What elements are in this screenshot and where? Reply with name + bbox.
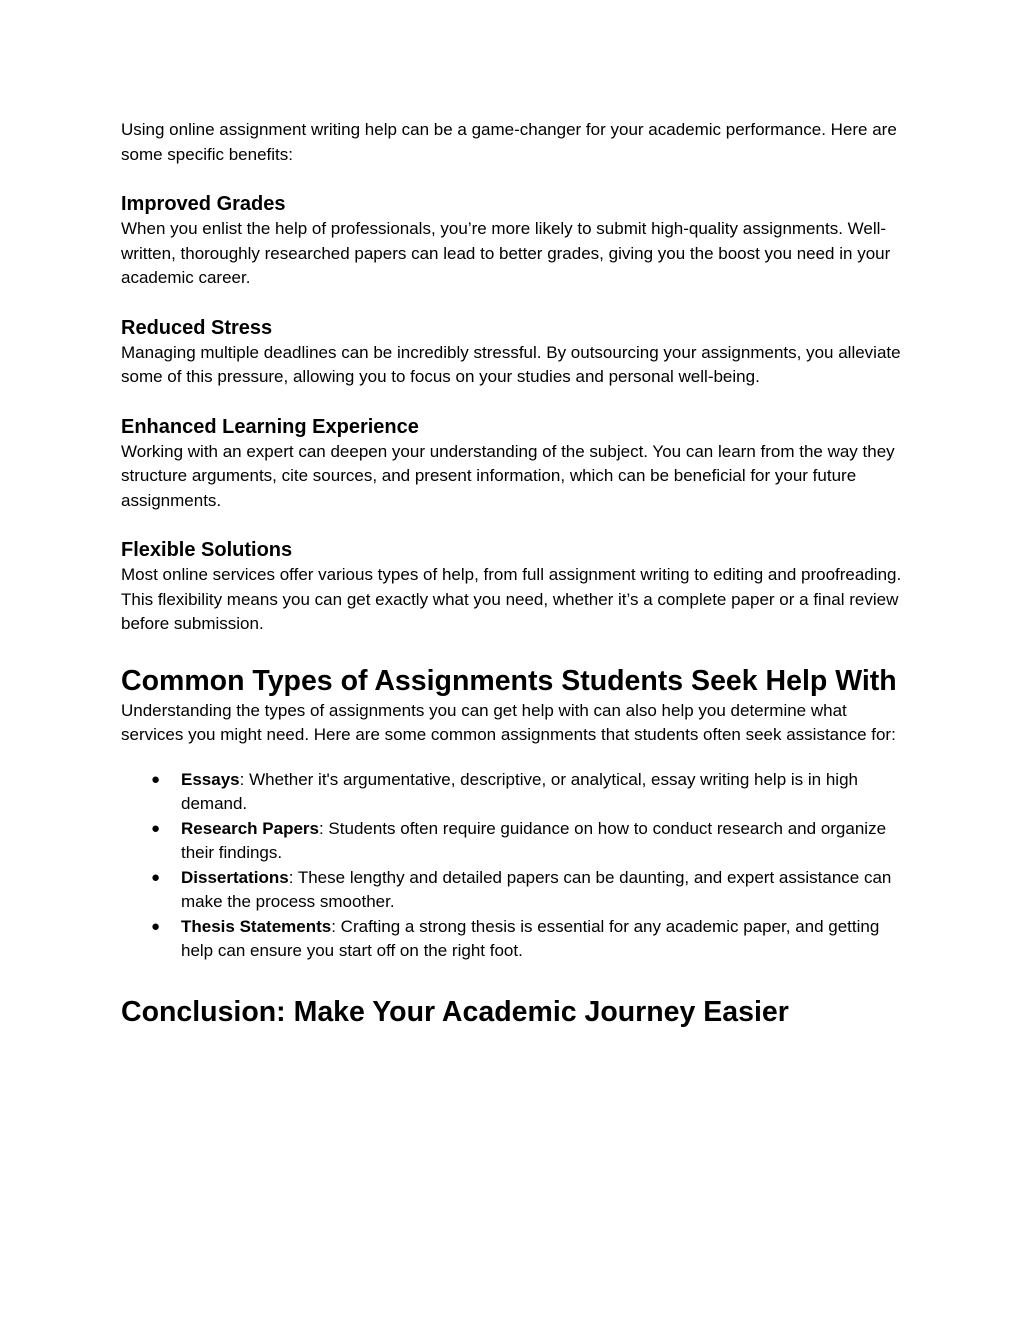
list-item-term: Dissertations xyxy=(181,867,289,887)
list-item-term: Research Papers xyxy=(181,818,319,838)
section-text-flexible-solutions: Most online services offer various types of help, from full assignment writing to editing and proofreading. This flexibility means you can get exactly what you need, whether it’s a complete paper or a final review before submission. xyxy=(121,565,902,633)
common-types-heading: Common Types of Assignments Students Seek Help With xyxy=(121,664,897,697)
section-heading-reduced-stress: Reduced Stress xyxy=(121,316,273,339)
list-item-term: Essays xyxy=(181,769,240,789)
list-item-desc: : Whether it's argumentative, descriptive, or analytical, essay writing help is in high demand. xyxy=(181,769,858,813)
conclusion-heading: Conclusion: Make Your Academic Journey Easier xyxy=(121,995,789,1028)
bullet-icon: ● xyxy=(151,868,161,886)
section-text-enhanced-learning: Working with an expert can deepen your understanding of the subject. You can learn from the way they structure arguments, cite sources, and present information, which can be beneficial for your future assignments. xyxy=(121,441,895,510)
common-types-paragraph: Understanding the types of assignments you can get help with can also help you determine what services you might need. Here are some common assignments that students often seek assistance for: xyxy=(121,700,896,744)
document-page xyxy=(121,118,911,1030)
section-heading-enhanced-learning: Enhanced Learning Experience xyxy=(121,415,419,438)
bullet-icon: ● xyxy=(151,770,161,788)
bullet-icon: ● xyxy=(151,917,161,935)
assignment-types-list xyxy=(121,768,911,964)
list-item-desc: : Crafting a strong thesis is essential for any academic paper, and getting help can ensure you start off on the right foot. xyxy=(181,916,880,960)
list-item-term: Thesis Statements xyxy=(181,916,332,936)
list-item xyxy=(121,915,911,964)
section-text-improved-grades: When you enlist the help of professionals, you’re more likely to submit high-quality assignments. Well-written, thoroughly researched papers can lead to better grades, giving you the boost you need in your academic career. xyxy=(121,219,891,287)
list-item xyxy=(121,866,911,915)
list-item xyxy=(121,768,911,817)
section-text-reduced-stress: Managing multiple deadlines can be incredibly stressful. By outsourcing your assignments, you alleviate some of this pressure, allowing you to focus on your studies and personal well-being. xyxy=(121,342,901,386)
list-item-desc: : Students often require guidance on how to conduct research and organize their findings. xyxy=(181,818,887,862)
section-heading-improved-grades: Improved Grades xyxy=(121,193,286,215)
section-heading-flexible-solutions: Flexible Solutions xyxy=(121,539,293,561)
list-item xyxy=(121,817,911,866)
list-item-desc: : These lengthy and detailed papers can be daunting, and expert assistance can make the process smoother. xyxy=(181,867,892,911)
intro-paragraph: Using online assignment writing help can be a game-changer for your academic performance. Here are some specific benefits: xyxy=(121,120,897,164)
bullet-icon: ● xyxy=(151,819,161,837)
